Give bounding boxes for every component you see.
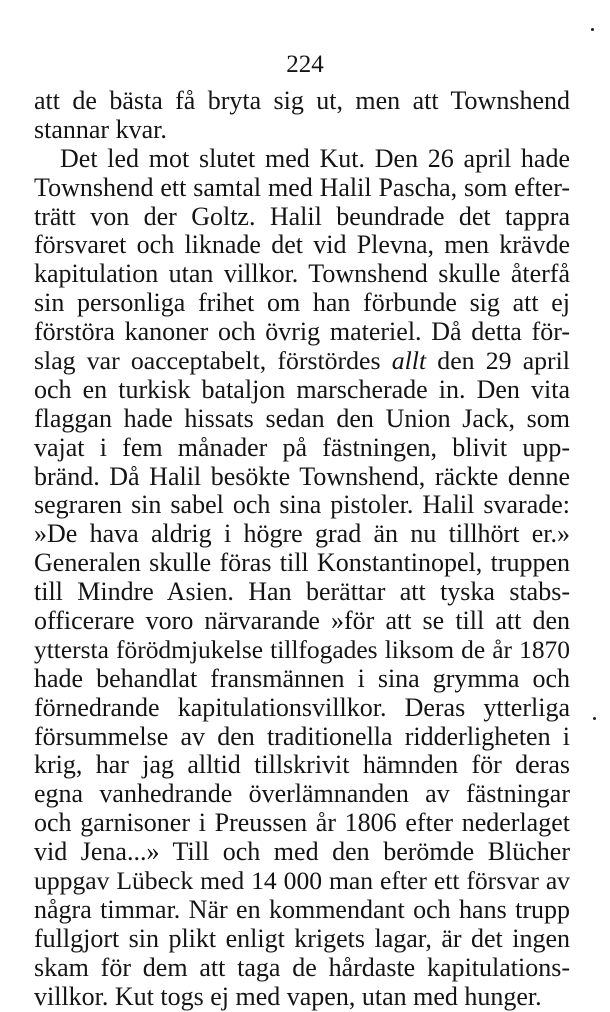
text-line: Det led mot slutet med Kut. Den 26 april hade (60, 143, 570, 173)
text-line: försvaret och liknade det vid Plevna, men krävde (34, 230, 570, 260)
text-line: hade behandlat fransmännen i sina grymma och (34, 663, 570, 693)
text-line: vid Jena...» Till och med den berömde Blücher (34, 837, 570, 867)
text-line: stannar kvar. (34, 114, 167, 144)
text-line: skam för dem att taga de hårdaste kapitulations- (34, 952, 570, 982)
text-line: »De hava aldrig i högre grad än nu tillhört er.» (34, 519, 570, 549)
text-line: att de bästa få bryta sig ut, men att Townshend (34, 86, 570, 115)
text-line: egna vanhedrande överlämnanden av fästningar (34, 779, 570, 809)
print-speck (591, 28, 594, 31)
text-line: vajat i fem månader på fästningen, blivit upp- (34, 432, 570, 462)
text-line: till Mindre Asien. Han berättar att tyska stabs- (34, 577, 570, 607)
text-line: och garnisoner i Preussen år 1806 efter nederlaget (34, 808, 570, 838)
body-text (34, 87, 570, 1012)
text-line: försummelse av den traditionella ridderligheten i (34, 721, 570, 751)
text-line: förnedrande kapitulationsvillkor. Deras ytterliga (34, 692, 570, 722)
text-line: fullgjort sin plikt enligt krigets lagar, är det ingen (34, 923, 570, 953)
text-line: Generalen skulle föras till Konstantinopel, truppen (34, 548, 570, 578)
text-line: förstöra kanoner och övrig materiel. Då detta för- (34, 317, 570, 347)
text-line: officerare voro närvarande »för att se till att den (34, 606, 570, 636)
text-line: slag var oacceptabelt, förstördes allt den 29 april (34, 346, 570, 376)
text-line: kapitulation utan villkor. Townshend skulle återfå (34, 259, 570, 289)
print-speck (593, 717, 596, 720)
text-line: krig, har jag alltid tillskrivit hämnden för deras (34, 750, 570, 780)
text-line: villkor. Kut togs ej med vapen, utan med hunger. (34, 981, 542, 1011)
text-line: och en turkisk bataljon marscherade in. Den vita (34, 374, 570, 404)
text-line: bränd. Då Halil besökte Townshend, räckte denne (34, 461, 570, 491)
text-line: yttersta förödmjukelse tillfogades liksom de år 1870 (34, 634, 570, 664)
text-line: sin personliga frihet om han förbunde sig att ej (34, 288, 570, 318)
text-line: segraren sin sabel och sina pistoler. Halil svarade: (34, 490, 570, 520)
text-line: uppgav Lübeck med 14 000 man efter ett försvar av (34, 866, 570, 896)
page-number: 224 (286, 51, 324, 78)
text-line: några timmar. När en kommendant och hans trupp (34, 894, 570, 924)
text-line: flaggan hade hissats sedan den Union Jack, som (34, 403, 570, 433)
text-line: trätt von der Goltz. Halil beundrade det tappra (34, 201, 570, 231)
text-line: Townshend ett samtal med Halil Pascha, som efter- (34, 172, 570, 202)
emphasized-word: allt (391, 346, 427, 376)
